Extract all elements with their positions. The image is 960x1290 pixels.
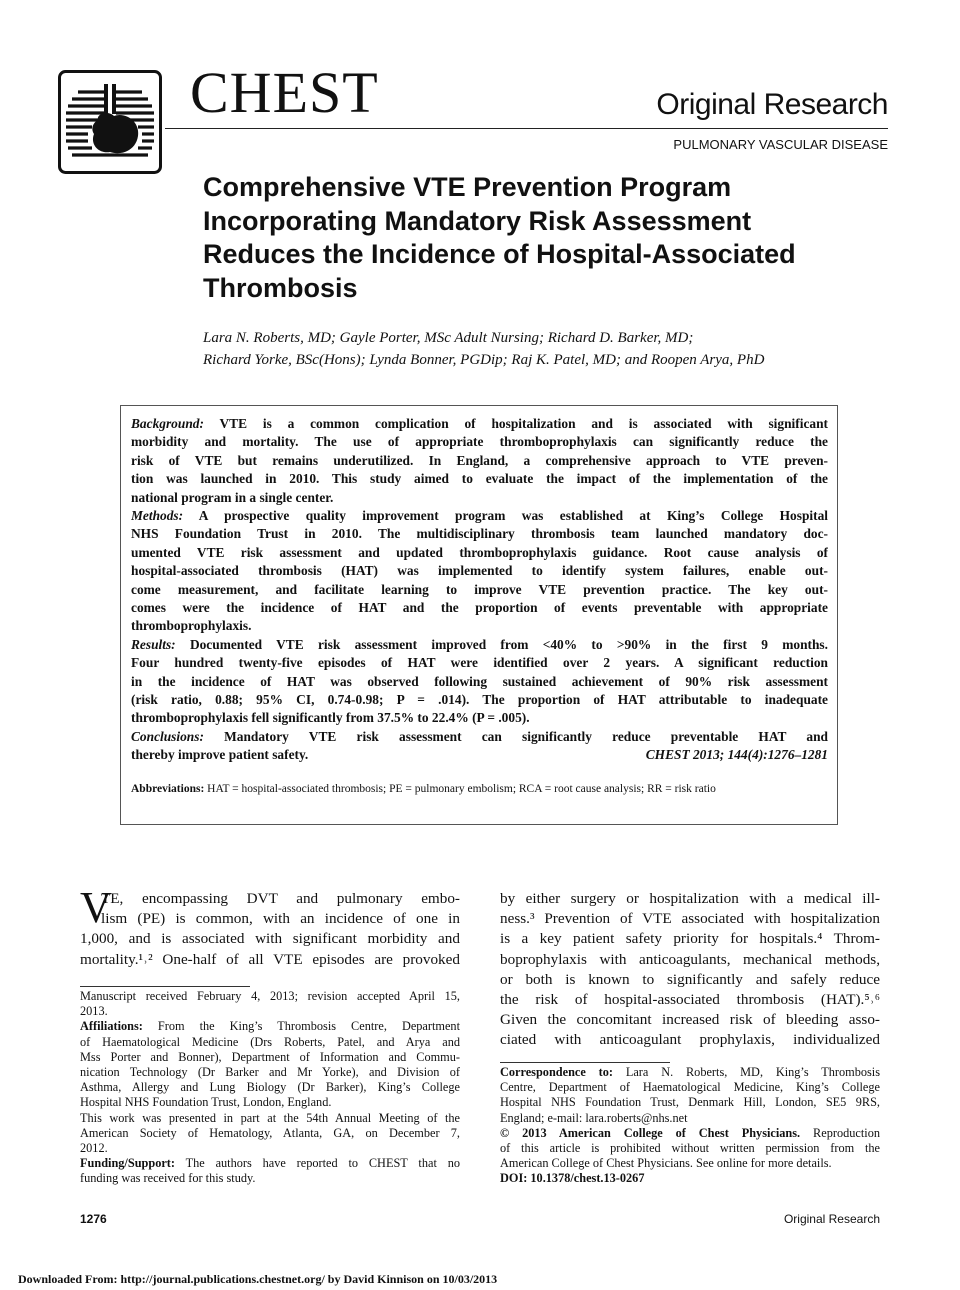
footnote-text: From the King’s Thrombosis Centre, Department	[142, 1019, 460, 1034]
article-type: Original Research	[656, 88, 888, 121]
footnote-text: The authors have reported to CHEST that no	[175, 1156, 460, 1171]
footnote-rule-left	[80, 986, 250, 987]
abstract-line-text: national program in a single center.	[131, 489, 334, 505]
abstract-line	[131, 581, 828, 599]
abstract-section-label: Background:	[131, 416, 204, 431]
abstract-line	[131, 691, 828, 709]
abstract-line-text: NHS Foundation Trust in 2010. The multidisciplinary thrombosis team launched mandatory doc-	[131, 526, 828, 542]
footnote-line	[500, 1126, 880, 1141]
footnote-text: Lara N. Roberts, MD, King’s Thrombosis	[613, 1065, 880, 1079]
footnote-text: funding was received for this study.	[80, 1171, 256, 1186]
abstract-line-text: Four hundred twenty-five episodes of HAT were identified over 2 years. A significant reduction	[131, 655, 828, 671]
drop-cap: V	[80, 883, 112, 932]
abbreviations-text: HAT = hospital-associated thrombosis; PE = pulmonary embolism; RCA = root cause analysis; RR = risk ratio	[204, 783, 716, 795]
footnote-line	[80, 1080, 460, 1095]
page-number: 1276	[80, 1212, 107, 1226]
footnote-text: of Haematological Medicine (Drs Roberts, Patel, and Arya and	[80, 1034, 460, 1049]
abstract-section-label: Results:	[131, 636, 176, 652]
abstract-line	[131, 452, 828, 470]
footnote-line	[80, 1065, 460, 1080]
abstract-line-text: tion was launched in 2010. This study aimed to evaluate the impact of the implementation of the	[131, 471, 828, 487]
abstract-line	[131, 489, 828, 507]
footnote-line	[500, 1111, 880, 1126]
abstract-line-text: umented VTE risk assessment and updated thromboprophylaxis guidance. Root cause analysis of	[131, 544, 828, 560]
abstract-line	[131, 636, 828, 654]
abstract-line	[131, 544, 828, 562]
body-line: ness.³ Prevention of VTE associated with hospitalization	[500, 910, 880, 928]
abstract-line-text: Mandatory VTE risk assessment can significantly reduce preventable HAT and	[203, 728, 828, 744]
footnote-line	[500, 1065, 880, 1080]
body-column-left	[80, 889, 460, 970]
body-line: or both is known to significantly and safely reduce	[500, 970, 880, 988]
footnote-text: Centre, Department of Haematological Medicine, King’s College	[500, 1080, 880, 1095]
footnote-line	[500, 1080, 880, 1095]
abstract-line-text: hospital-associated thrombosis (HAT) was implemented to identify system failures, enable out-	[131, 563, 828, 579]
authors-line-2: Richard Yorke, BSc(Hons); Lynda Bonner, PGDip; Raj K. Patel, MD; and Roopen Arya, PhD	[203, 352, 765, 368]
footnote-line	[80, 1095, 460, 1110]
body-line: is a key patient safety priority for hospitals.⁴ Throm-	[500, 930, 880, 948]
citation: CHEST 2013; 144(4):1276–1281	[645, 747, 828, 763]
abstract-line-text: thromboprophylaxis fell significantly from 37.5% to 22.4% (P = .005).	[131, 710, 530, 726]
body-line: boprophylaxis with anticoagulants, mechanical methods,	[500, 950, 880, 968]
footnote-text: Reproduction	[800, 1125, 880, 1140]
footnote-line	[80, 1126, 460, 1141]
abstract-line-text: in the incidence of HAT was observed following sustained achievement of 90% risk assessment	[131, 673, 828, 689]
footnote-line	[80, 1156, 460, 1171]
download-notice: Downloaded From: http://journal.publications.chestnet.org/ by David Kinnison on 10/03/2013	[18, 1272, 498, 1286]
abstract-line	[131, 470, 828, 488]
abstract-line-text: thromboprophylaxis.	[131, 618, 252, 634]
copyright-label: © 2013 American College of Chest Physicians.	[500, 1125, 801, 1140]
funding-label: Funding/Support:	[80, 1156, 176, 1171]
abstract-line-text: thereby improve patient safety.	[131, 747, 309, 763]
abstract-line	[131, 709, 828, 727]
abstract-line	[131, 746, 828, 764]
abbreviations	[131, 780, 828, 798]
footnote-line	[80, 1035, 460, 1050]
abstract-line	[131, 562, 828, 580]
footnotes-left	[80, 989, 460, 1187]
abstract-line-text: A prospective quality improvement program was established at King’s College Hospital	[183, 508, 828, 523]
footnote-text: Hospital NHS Foundation Trust, London, England.	[80, 1095, 332, 1110]
abstract-line	[131, 599, 828, 617]
body-line: TE, encompassing DVT and pulmonary embo-	[101, 890, 460, 907]
body-line: ciated with anticoagulant prophylaxis, individualized	[500, 1031, 880, 1049]
footnote-rule-right	[500, 1062, 670, 1063]
body-line: the risk of hospital-associated thrombosis (HAT).⁵˒⁶	[500, 991, 880, 1009]
journal-name: CHEST	[190, 60, 379, 125]
doi	[500, 1171, 880, 1186]
abstract-line-text: (risk ratio, 0.88; 95% CI, 0.74-0.98; P = .014). The proportion of HAT attributable to inadequate	[131, 692, 828, 707]
abstract-line-text: Documented VTE risk assessment improved from <40% to >90% in the first 9 months.	[175, 636, 828, 652]
section-label: PULMONARY VASCULAR DISEASE	[673, 137, 888, 152]
footnote-line	[500, 1156, 880, 1171]
authors-line-1: Lara N. Roberts, MD; Gayle Porter, MSc Adult Nursing; Richard D. Barker, MD;	[203, 330, 694, 346]
doi-label: DOI:	[500, 1171, 528, 1186]
correspondence-label: Correspondence to:	[500, 1065, 614, 1079]
footnotes-right	[500, 1065, 880, 1187]
body-line: by either surgery or hospitalization with a medical ill-	[500, 890, 880, 907]
footnote-line	[80, 989, 460, 1004]
footnote-text: nication Technology (Dr Barker and Mr Yorke), and Division of	[80, 1065, 460, 1080]
footnote-text: Manuscript received February 4, 2013; revision accepted April 15,	[80, 989, 460, 1003]
abstract-line	[131, 617, 828, 635]
body-column-right	[500, 889, 880, 1051]
footnote-line	[500, 1095, 880, 1110]
body-line: 1,000, and is associated with significant morbidity and	[80, 930, 460, 948]
affiliations-label: Affiliations:	[80, 1019, 143, 1034]
abstract-line	[131, 507, 828, 525]
body-line: mortality.¹˒² One-half of all VTE episodes are provoked	[80, 950, 460, 968]
article-title: Comprehensive VTE Prevention Program Incorporating Mandatory Risk Assessment Reduces the Incidence of Hospital-Associated Thrombosis	[203, 172, 796, 303]
footnote-text: Hospital NHS Foundation Trust, Denmark Hill, London, SE5 9RS,	[500, 1095, 880, 1110]
abstract-line	[131, 728, 828, 746]
abstract-line-text: morbidity and mortality. The use of appropriate thromboprophylaxis can significantly reduce the	[131, 434, 828, 450]
abstract-line	[131, 673, 828, 691]
footnote-text: This work was presented in part at the 54th Annual Meeting of the	[80, 1110, 460, 1125]
footnote-text: American College of Chest Physicians. See online for more details.	[500, 1156, 832, 1171]
abstract-line-text: risk of VTE but remains underutilized. In England, a comprehensive approach to VTE preven-	[131, 452, 828, 468]
footnote-line	[80, 1019, 460, 1034]
footnote-text: Mss Porter and Bonner), Department of Information and Commu-	[80, 1049, 460, 1064]
chest-logo	[58, 70, 162, 174]
footnote-text: of this article is prohibited without written permission from the	[500, 1141, 880, 1156]
abstract-line	[131, 654, 828, 672]
footnote-text: 2013.	[80, 1004, 108, 1019]
abbreviations-label: Abbreviations:	[131, 783, 205, 795]
body-line: lism (PE) is common, with an incidence of one in	[101, 910, 460, 928]
footnote-text: Asthma, Allergy and Lung Biology (Dr Barker), King’s College	[80, 1080, 460, 1095]
footnote-text: England; e-mail: lara.roberts@nhs.net	[500, 1110, 688, 1125]
footnote-line	[80, 1171, 460, 1186]
abstract-line	[131, 415, 828, 433]
footnote-text: American Society of Hematology, Atlanta, GA, on December 7,	[80, 1125, 460, 1140]
abstract-section-label: Methods:	[131, 508, 184, 523]
header-rule	[165, 128, 888, 129]
footnote-line	[80, 1141, 460, 1156]
abstract-line	[131, 525, 828, 543]
abstract-line-text: come measurement, and facilitate learning to improve VTE prevention practice. The key out-	[131, 581, 828, 597]
footnote-line	[80, 1050, 460, 1065]
footnote-line	[500, 1141, 880, 1156]
footnote-line	[80, 1004, 460, 1019]
abstract-line	[131, 433, 828, 451]
abstract-line-text: VTE is a common complication of hospitalization and is associated with significant	[203, 416, 828, 431]
abstract-line-text: comes were the incidence of HAT and the proportion of events preventable with appropriate	[131, 600, 828, 615]
abstract-section-label: Conclusions:	[131, 728, 204, 744]
doi-value: 10.1378/chest.13-0267	[527, 1171, 645, 1186]
body-line: Given the concomitant increased risk of bleeding asso-	[500, 1011, 880, 1029]
footnote-text: 2012.	[80, 1141, 108, 1156]
footer-label: Original Research	[783, 1212, 880, 1226]
footnote-line	[80, 1111, 460, 1126]
